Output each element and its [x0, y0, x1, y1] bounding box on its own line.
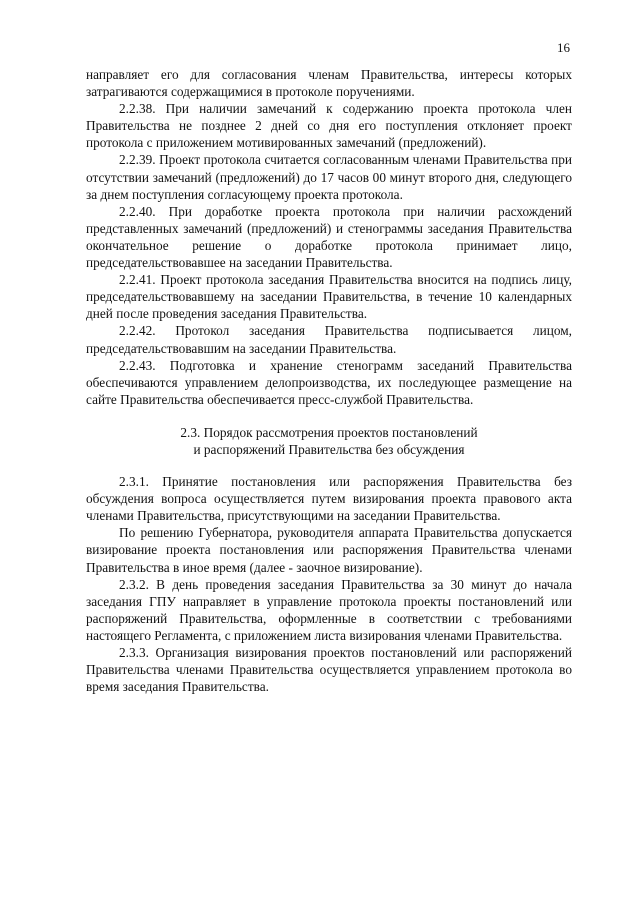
paragraph-2-3-2: 2.3.2. В день проведения заседания Правительства за 30 минут до начала заседания ГПУ направляет в управление протокола проекты постановлений или распоряжений Правительства, оформленные в соответствии с требованиями настоящего Регламента, с приложением листа визирования членами Правительства. — [86, 576, 572, 643]
section-heading-line1: 2.3. Порядок рассмотрения проектов постановлений — [180, 424, 478, 440]
document-body — [86, 66, 572, 695]
paragraph-continuation: направляет его для согласования членам Правительства, интересы которых затрагиваются содержащимися в протоколе поручениями. — [86, 67, 572, 100]
paragraph-2-3-1: 2.3.1. Принятие постановления или распоряжения Правительства без обсуждения вопроса осуществляется путем визирования проекта правового акта членами Правительства, присутствующими на заседании Правительства. — [86, 474, 572, 524]
paragraph-2-3-3: 2.3.3. Организация визирования проектов постановлений или распоряжений Правительства членами Правительства осуществляется управлением протокола во время заседания Правительства. — [86, 645, 572, 695]
paragraph-2-2-43: 2.2.43. Подготовка и хранение стенограмм заседаний Правительства обеспечиваются управлением делопроизводства, их последующее размещение на сайте Правительства обеспечивается пресс-службой Правительства. — [86, 357, 572, 407]
paragraph-2-2-42: 2.2.42. Протокол заседания Правительства подписывается лицом, председательствовавшим на заседании Правительства. — [86, 323, 572, 356]
paragraph-2-2-40: 2.2.40. При доработке проекта протокола при наличии расхождений представленных замечаний (предложений) и стенограммы заседания Правительства окончательное решение о доработке протокола принимает лицо, председательствовавшее на заседании Правительства. — [86, 203, 572, 271]
section-heading-line2: и распоряжений Правительства без обсуждения — [193, 441, 465, 457]
paragraph-2-2-39: 2.2.39. Проект протокола считается согласованным членами Правительства при отсутствии замечаний (предложений) до 17 часов 00 минут второго дня, следующего за днем поступления согласующему проекта протокола. — [86, 152, 572, 202]
paragraph-remote-approval: По решению Губернатора, руководителя аппарата Правительства допускается визирование проекта постановления или распоряжения Правительства членами Правительства в иное время (далее - заочное визирование). — [86, 525, 572, 575]
paragraph-2-2-38: 2.2.38. При наличии замечаний к содержанию проекта протокола член Правительства не позднее 2 дней со дня его поступления отклоняет проект протокола с приложением мотивированных замечаний (предложений). — [86, 101, 572, 151]
section-heading — [86, 424, 572, 458]
paragraph-2-2-41: 2.2.41. Проект протокола заседания Правительства вносится на подпись лицу, председательствовавшему на заседании Правительства, в течение 10 календарных дней после проведения заседания Правительства. — [86, 272, 572, 322]
page-number: 16 — [557, 40, 570, 55]
